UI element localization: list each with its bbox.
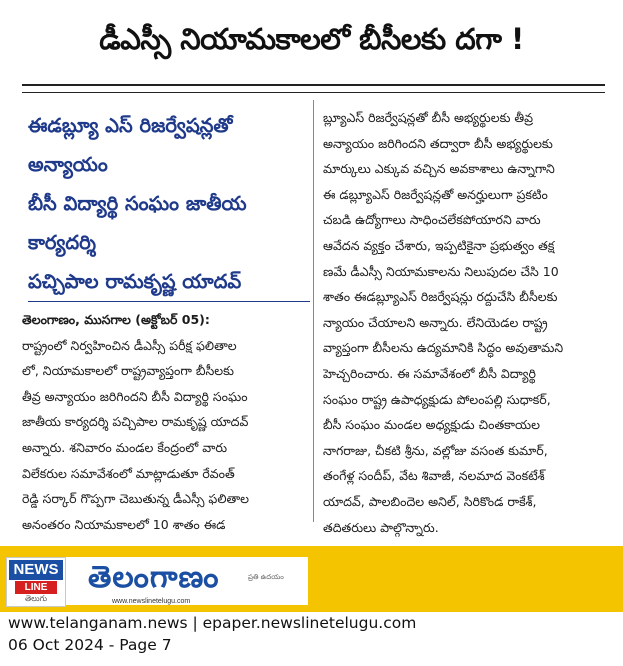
- body-line: జాతీయ కార్యదర్శి పచ్చిపాల రామకృష్ణ యాదవ్: [22, 414, 249, 430]
- headline-rule: [22, 84, 605, 86]
- body-line: చబడి ఉద్యోగాలు సాధించలేకపోయారని వారు: [323, 212, 541, 228]
- body-line: బీసీ సంఘం మండల అధ్యక్షుడు చింతకాయల: [323, 417, 540, 433]
- headline: డీఎస్సీ నియామకాలలో బీసీలకు దగా !: [99, 22, 524, 56]
- article-column-1: [22, 307, 307, 537]
- logo-line-text: LINE: [15, 581, 57, 594]
- footer-websites: www.telanganam.news | epaper.newslinetelugu.com: [8, 614, 417, 632]
- body-line: అనంతరం నియామకాలలో 10 శాతం ఈడ: [22, 516, 226, 532]
- body-line: తీవ్ర అన్యాయం జరిగిందని బీసీ విద్యార్థి సంఘం: [22, 388, 248, 404]
- subhead-line: ఈడబ్ల్యూ ఎస్ రిజర్వేషన్లతో: [28, 114, 233, 137]
- headline-rule-thin: [22, 92, 605, 93]
- body-line: యాదవ్, పాలబిందెల అనిల్, సిరికొండ రాకేశ్,: [323, 493, 537, 509]
- body-line: మార్కులు ఎక్కువ వచ్చిన అవకాశాలు ఉన్నాగాని: [323, 161, 555, 177]
- body-line: లో, నియామకాలలో రాష్ట్రవ్యాప్తంగా బీసీలకు: [22, 363, 235, 379]
- body-line: తంగేళ్ల సందీప్, వేట శివాజీ, నలమాద వెంకటేశ్: [323, 468, 545, 484]
- body-line: బ్ల్యూఎస్ రిజర్వేషన్లతో బీసీ అభ్యర్థులకు తీవ్ర: [323, 110, 534, 125]
- subhead-line: అన్యాయం: [28, 153, 108, 176]
- body-line: ణమే డీఎస్సీ నియామకాలను నిలుపుదల చేసి 10: [323, 263, 559, 279]
- body-line: నాగరాజు, చీకటి శ్రీను, వల్లోజు వసంత కుమార్,: [323, 442, 548, 458]
- brand-name: తెలంగాణం: [88, 560, 220, 595]
- body-line: సంఘం రాష్ట్ర ఉపాధ్యక్షుడు పోలంపల్లి సుధాకర్,: [323, 391, 551, 407]
- body-line: రెడ్డి సర్కార్ గొప్పగా చెబుతున్న డీఎస్సీ ఫలితాల: [22, 491, 250, 507]
- body-line: రాష్ట్రంలో నిర్వహించిన డీఎస్సీ పరీక్ష ఫలితాల: [22, 337, 237, 353]
- subhead-line: కార్యదర్శి: [28, 231, 96, 254]
- body-line: వ్యాప్తంగా బీసీలను ఉద్యమానికి సిద్ధం అవుతామని: [323, 340, 564, 356]
- body-line: న్యాయం చేయాలని అన్నారు. లేనియెడల రాష్ట్ర: [323, 314, 548, 330]
- logo-telugu-text: తెలుగు: [24, 594, 48, 603]
- body-line: విలేకరుల సమావేశంలో మాట్లాడుతూ రేవంత్: [22, 465, 235, 481]
- dateline: తెలంగాణం, ముసగాల (అక్టోబర్ 05):: [22, 312, 210, 327]
- subhead-person-name: పచ్చిపాల రామకృష్ణ యాదవ్: [28, 262, 310, 302]
- body-line: శాతం ఈడబ్ల్యూఎస్ రిజర్వేషన్లు రద్దుచేసి బీసీలకు: [323, 289, 558, 305]
- subheadline: [28, 106, 310, 302]
- footer-date-page: 06 Oct 2024 - Page 7: [8, 636, 172, 654]
- body-line: ఆవేదన వ్యక్తం చేశారు, ఇప్పటికైనా ప్రభుత్వం తక్ష: [323, 237, 555, 253]
- subhead-line: బీసీ విద్యార్థి సంఘం జాతీయ: [28, 192, 247, 215]
- body-line: అన్యాయం జరిగిందని తద్వారా బీసీ అభ్యర్థులకు: [323, 135, 553, 151]
- body-line: అన్నారు. శనివారం మండల కేంద్రంలో వారు: [22, 439, 228, 455]
- article-column-2: [323, 105, 613, 540]
- brand-tagline: ప్రతి ఉదయం: [248, 573, 284, 581]
- logo-news-text: NEWS: [9, 560, 63, 580]
- newsline-logo: [6, 557, 66, 607]
- column-divider: [313, 100, 314, 522]
- brand-url: www.newslinetelugu.com: [112, 598, 191, 605]
- body-line: హెచ్చరించారు. ఈ సమావేశంలో బీసీ విద్యార్థి: [323, 365, 536, 381]
- footer-info: [8, 612, 416, 656]
- body-line: ఈ డబ్ల్యూఎస్ రిజర్వేషన్లతో అనర్హులుగా ప్రకటిం: [323, 186, 548, 202]
- body-line: తదితరులు పాల్గొన్నారు.: [323, 519, 439, 535]
